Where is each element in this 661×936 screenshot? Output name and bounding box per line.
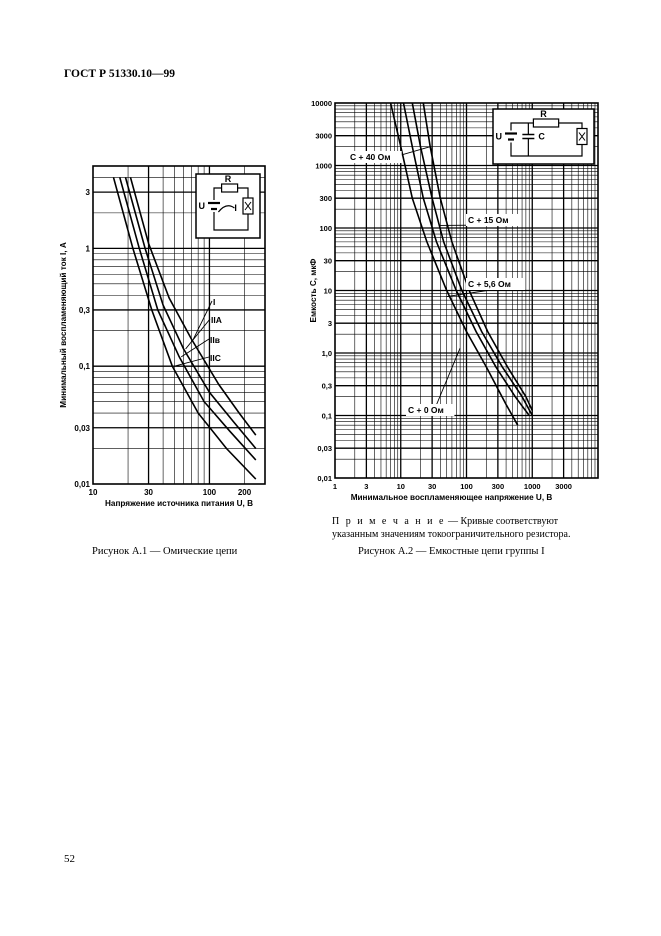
- figure-a2-note: [332, 515, 602, 541]
- y-tick-label: 1: [85, 244, 90, 254]
- x-tick-label: 200: [237, 488, 252, 497]
- x-axis-label: Напряжение источника питания U, В: [104, 499, 254, 508]
- curve-leader-line: [181, 339, 209, 357]
- y-tick-label: 0,1: [78, 362, 90, 372]
- x-axis-label: Минимальное воспламеняющее напряжение U, В: [350, 493, 553, 502]
- x-tick-label: 10: [88, 488, 98, 497]
- curve-label: C + 0 Ом: [408, 405, 444, 415]
- page-number: 52: [64, 853, 75, 865]
- inset-label-u: U: [198, 201, 205, 211]
- curve-label: I: [213, 297, 216, 307]
- x-tick-label: 100: [460, 482, 473, 491]
- y-tick-label: 1,0: [321, 349, 332, 358]
- curve-label: C + 5,6 Ом: [468, 279, 511, 289]
- curve-label: IIA: [211, 315, 222, 325]
- x-tick-label: 1000: [523, 482, 541, 491]
- resistor-icon: [222, 184, 238, 192]
- y-tick-label: 30: [323, 256, 332, 266]
- y-tick-label: 0,03: [317, 444, 332, 454]
- x-tick-label: 30: [427, 482, 437, 491]
- y-tick-label: 3: [85, 188, 90, 198]
- y-tick-label: 10000: [311, 99, 332, 108]
- x-tick-label: 100: [202, 488, 217, 497]
- y-tick-label: 3: [327, 319, 332, 329]
- y-tick-label: 0,01: [74, 480, 90, 489]
- inset-label-i: I: [234, 203, 237, 213]
- curve-label: IIв: [210, 335, 220, 345]
- y-tick-label: 0,1: [321, 411, 332, 421]
- x-tick-label: 1: [332, 482, 338, 491]
- inset-label-c: C: [538, 131, 545, 142]
- curve-label: IIС: [210, 353, 221, 363]
- y-tick-label: 0,01: [317, 474, 332, 483]
- x-tick-label: 30: [144, 488, 154, 497]
- figure-a1-caption: Рисунок А.1 — Омические цепи: [92, 546, 238, 557]
- y-axis-label: Емкость C, мкФ: [309, 258, 318, 323]
- y-tick-label: 300: [319, 194, 332, 204]
- note-text: — Кривые соответствуют указанным значениям токоограничительного резистора.: [332, 516, 571, 540]
- x-tick-label: 300: [491, 482, 505, 491]
- y-tick-label: 0,03: [74, 423, 90, 433]
- y-tick-label: 0,3: [321, 381, 332, 391]
- y-tick-label: 100: [319, 224, 332, 233]
- y-axis-label: Минимальный воспламеняющий ток I, А: [59, 242, 68, 408]
- curve-label: C + 15 Ом: [468, 215, 509, 225]
- x-tick-label: 10: [396, 482, 405, 491]
- inset-label-r: R: [224, 174, 232, 184]
- y-tick-label: 3000: [315, 131, 332, 141]
- x-tick-label: 3: [364, 482, 369, 491]
- curve-label: C + 40 Ом: [350, 152, 391, 162]
- x-tick-label: 3000: [555, 482, 572, 491]
- inset-label-u: U: [495, 131, 502, 142]
- y-tick-label: 1000: [315, 161, 332, 171]
- resistor-icon: [533, 119, 558, 127]
- y-tick-label: 0,3: [78, 305, 90, 315]
- figure-a2-caption: Рисунок А.2 — Емкостные цепи группы I: [358, 546, 545, 557]
- y-tick-label: 10: [323, 286, 332, 296]
- page-header: ГОСТ Р 51330.10—99: [64, 68, 175, 80]
- note-prefix: П р и м е ч а н и е: [332, 516, 446, 527]
- inset-label-r: R: [540, 109, 547, 119]
